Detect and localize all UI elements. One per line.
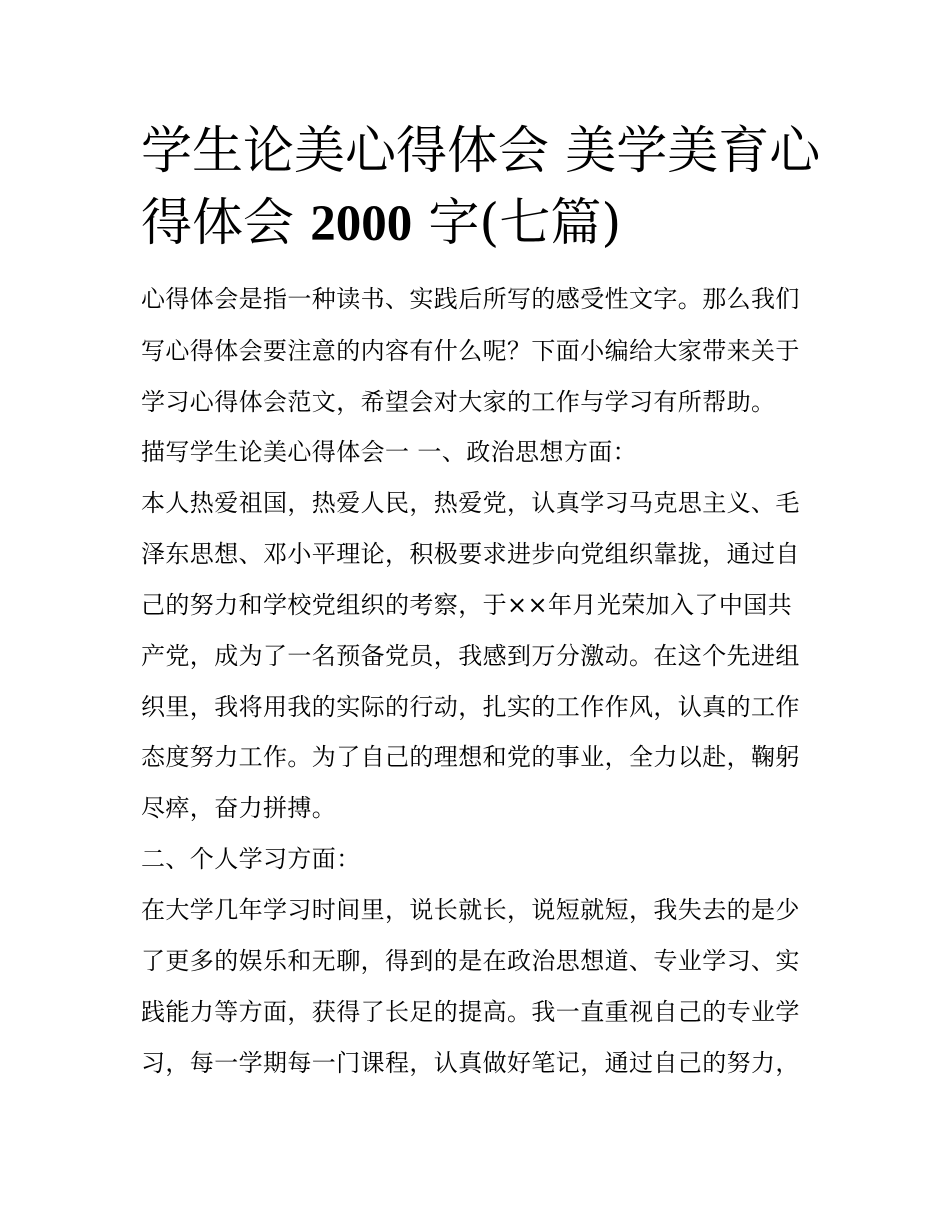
- title-word-count: 2000: [310, 196, 413, 252]
- paragraph-line: 尽瘁，奋力拼搏。: [141, 794, 337, 822]
- section-heading-study: 二、个人学习方面：: [141, 845, 361, 873]
- paragraph-line: 泽东思想、邓小平理论，积极要求进步向党组织靠拢，通过自: [141, 540, 800, 568]
- paragraph-line: 践能力等方面，获得了长足的提高。我一直重视自己的专业学: [141, 998, 800, 1026]
- title-line-2: [141, 188, 831, 260]
- paragraph-line: 在大学几年学习时间里，说长就长，说短就短，我失去的是少: [141, 896, 800, 924]
- paragraph-line: 产党，成为了一名预备党员，我感到万分激动。在这个先进组: [141, 642, 800, 670]
- title-line-1: 学生论美心得体会 美学美育心: [141, 122, 821, 181]
- title-line-2-suffix: 字(七篇): [412, 194, 622, 253]
- paragraph-line: 本人热爱祖国，热爱人民，热爱党，认真学习马克思主义、毛: [141, 489, 800, 517]
- paragraph-line: 习，每一学期每一门课程，认真做好笔记，通过自己的努力，: [141, 1049, 800, 1077]
- intro-line-3: 学习心得体会范文，希望会对大家的工作与学习有所帮助。: [141, 388, 776, 416]
- title-line-2-prefix: 得体会: [141, 194, 311, 253]
- paragraph-line: 己的努力和学校党组织的考察，于××年月光荣加入了中国共: [141, 591, 793, 619]
- document-title: [141, 116, 831, 260]
- paragraph-line: 织里，我将用我的实际的行动，扎实的工作作风，认真的工作: [141, 693, 800, 721]
- intro-line-2: 写心得体会要注意的内容有什么呢？下面小编给大家带来关于: [141, 337, 800, 365]
- intro-line-1: 心得体会是指一种读书、实践后所写的感受性文字。那么我们: [141, 285, 800, 313]
- paragraph-line: 态度努力工作。为了自己的理想和党的事业，全力以赴，鞠躬: [141, 743, 800, 771]
- section-heading-politics: 描写学生论美心得体会一 一、政治思想方面：: [141, 438, 638, 466]
- paragraph-line: 了更多的娱乐和无聊，得到的是在政治思想道、专业学习、实: [141, 947, 800, 975]
